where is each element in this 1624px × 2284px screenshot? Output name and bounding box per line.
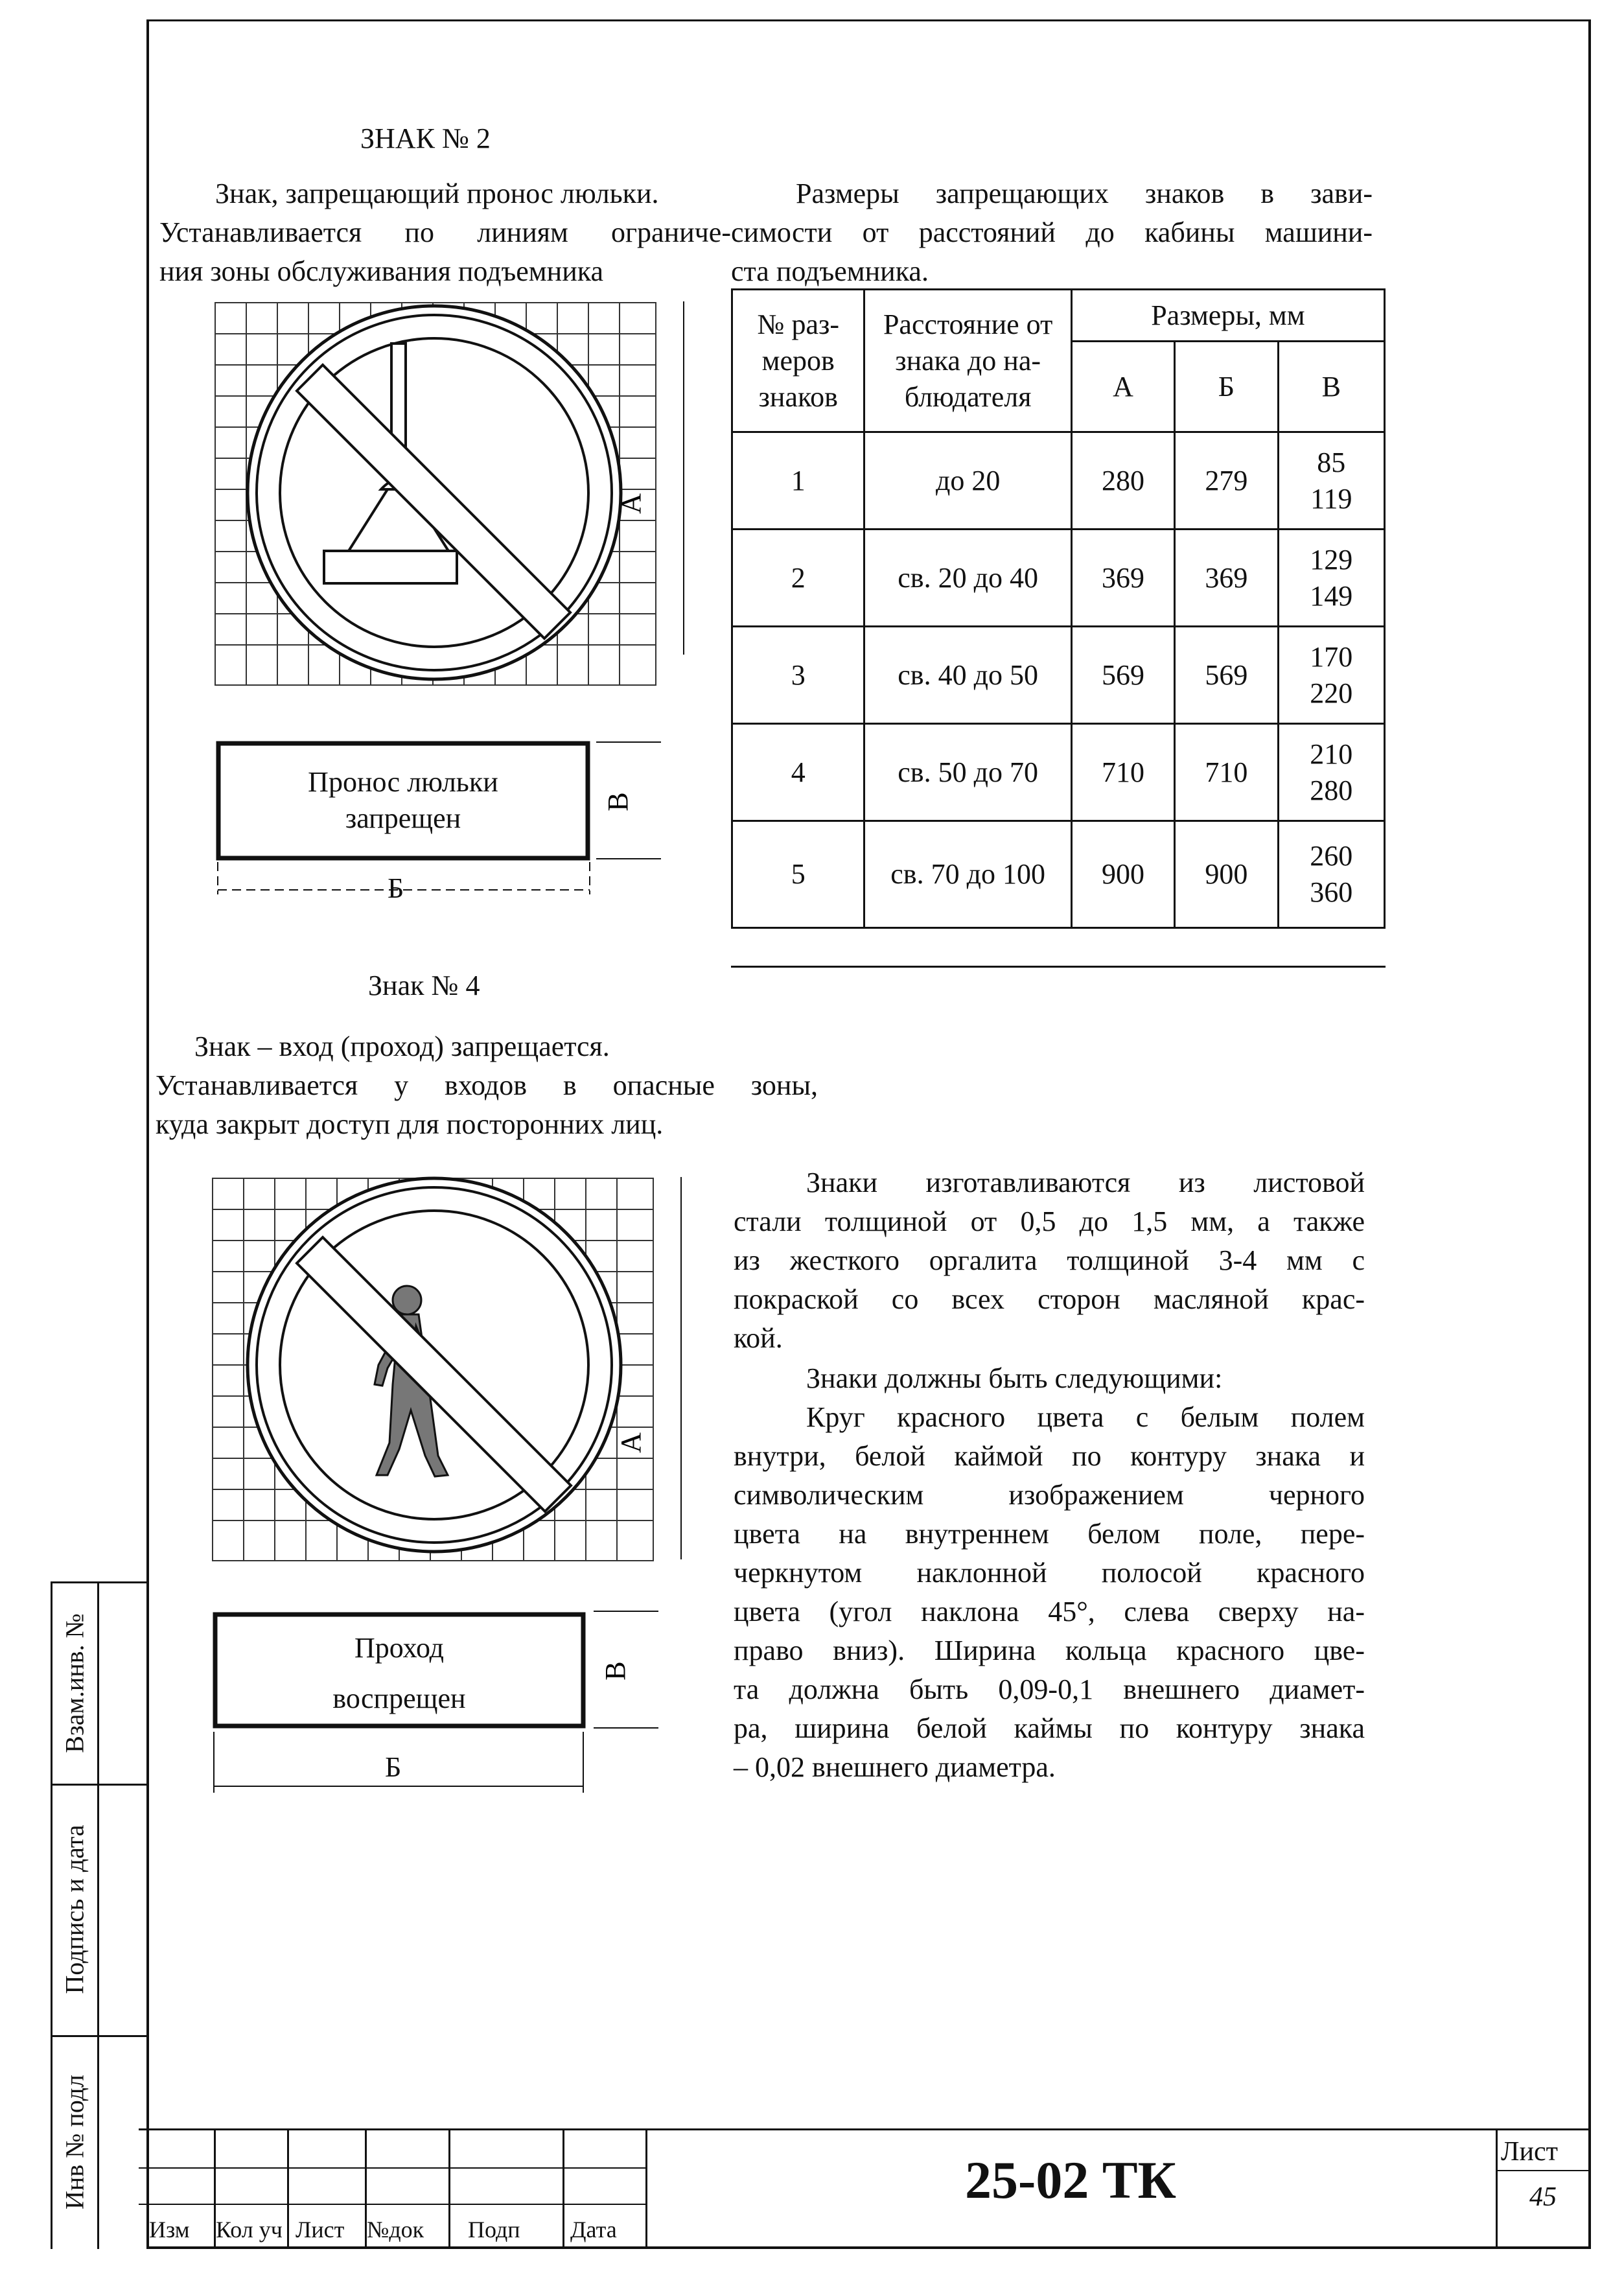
sheet-label: Лист: [1501, 2137, 1558, 2167]
frame-top: [146, 19, 1591, 21]
sign2-dim-b-label: Б: [388, 872, 404, 904]
header-v: В: [1278, 342, 1384, 432]
sign4-dim-b-label: Б: [385, 1751, 402, 1783]
frame-left: [146, 19, 149, 2249]
sign4-desc-2: Устанавливается у входов в опасные зоны,: [156, 1069, 818, 1101]
tb-v2: [287, 2128, 289, 2248]
sign2-desc-1: Знак, запрещающий пронос люльки.: [215, 178, 659, 209]
stamp-label-signature-date: Подпись и дата: [60, 1824, 89, 1994]
tb-col-izm: Изм: [149, 2217, 190, 2243]
stamp-sep-2: [51, 2035, 148, 2037]
body-line-8: внутри, белой каймой по контуру знака и: [734, 1440, 1365, 1472]
sizes-intro-2: симости от расстояний до кабины машини-: [731, 216, 1373, 248]
body-line-15: ра, ширина белой каймы по контуру знака: [734, 1712, 1365, 1744]
tb-col-list: Лист: [296, 2217, 345, 2243]
header-distance: Расстояние от знака до на- блюдателя: [864, 290, 1071, 432]
table-underline: [731, 966, 1386, 968]
body-line-16: – 0,02 внешнего диаметра.: [734, 1751, 1056, 1783]
sign2-desc-2: Устанавливается по линиям ограниче-: [159, 216, 731, 248]
sign4-title: Знак № 4: [368, 970, 480, 1001]
header-b: Б: [1175, 342, 1278, 432]
sign2-desc-3: ния зоны обслуживания подъемника: [159, 255, 603, 287]
sign2-plate-line-2: запрещен: [345, 802, 461, 834]
table-row: 5 св. 70 до 100 900 900 260 360: [732, 821, 1385, 928]
sign4-desc-1: Знак – вход (проход) запрещается.: [194, 1031, 610, 1062]
body-line-11: черкнутом наклонной полосой красного: [734, 1557, 1365, 1589]
body-line-7: Круг красного цвета с белым полем: [806, 1401, 1365, 1433]
body-line-3: из жесткого оргалита толщиной 3-4 мм с: [734, 1244, 1365, 1276]
header-dimensions: Размеры, мм: [1071, 290, 1384, 342]
sign2-title: ЗНАК № 2: [360, 122, 491, 154]
sizes-intro-3: ста подъемника.: [731, 255, 929, 287]
table-row: 1 до 20 280 279 85 119: [732, 432, 1385, 530]
table-row: 2 св. 20 до 40 369 369 129 149: [732, 530, 1385, 627]
sheet-number: 45: [1529, 2182, 1557, 2212]
stamp-mid: [97, 1581, 99, 2249]
header-num: № раз- меров знаков: [732, 290, 864, 432]
body-line-1: Знаки изготавливаются из листовой: [806, 1167, 1365, 1198]
body-line-6: Знаки должны быть следующими:: [806, 1362, 1223, 1394]
body-line-4: покраской со всех сторон масляной крас-: [734, 1283, 1365, 1315]
sign4-dim-v-label: В: [599, 1661, 631, 1681]
tb-col-kol: Кол уч: [216, 2217, 283, 2243]
sign4-dim-a-label: А: [615, 1432, 647, 1453]
sign4-plate-line-1: Проход: [354, 1632, 445, 1664]
document-code: 25-02 ТК: [965, 2150, 1176, 2209]
tb-top: [139, 2128, 1591, 2130]
table-row: 3 св. 40 до 50 569 569 170 220: [732, 627, 1385, 724]
sign4-plate-line-2: воспрещен: [332, 1683, 466, 1714]
tb-v4: [448, 2128, 450, 2248]
sign2-dim-a-label: А: [615, 493, 647, 514]
sizes-table: [731, 288, 1386, 929]
body-line-5: кой.: [734, 1322, 783, 1354]
sign4-desc-3: куда закрыт доступ для посторонних лиц.: [156, 1108, 664, 1140]
frame-bottom: [146, 2246, 1591, 2249]
stamp-sep-1: [51, 1784, 148, 1786]
body-line-2: стали толщиной от 0,5 до 1,5 мм, а также: [734, 1206, 1365, 1237]
tb-v7: [1496, 2128, 1498, 2248]
tb-col-doc: №док: [367, 2217, 424, 2243]
tb-col-podp: Подп: [468, 2217, 520, 2243]
stamp-top: [51, 1581, 148, 1583]
tb-sheet-sep: [1496, 2170, 1591, 2171]
body-line-12: цвета (угол наклона 45°, слева сверху на-: [734, 1596, 1365, 1627]
stamp-label-original-inv: Инв № подл: [60, 2075, 89, 2209]
body-line-14: та должна быть 0,09-0,1 внешнего диамет-: [734, 1673, 1365, 1705]
tb-col-data: Дата: [570, 2217, 617, 2243]
stamp-outer-left: [51, 1581, 52, 2249]
tb-v5: [563, 2128, 564, 2248]
table-row: 4 св. 50 до 70 710 710 210 280: [732, 724, 1385, 821]
sign2-plate-line-1: Пронос люльки: [308, 766, 498, 798]
body-line-10: цвета на внутреннем белом поле, пере-: [734, 1518, 1365, 1550]
sizes-intro-1: Размеры запрещающих знаков в зави-: [796, 178, 1373, 209]
stamp-label-replaced-inv: Взам.инв. №: [60, 1613, 89, 1753]
header-a: А: [1071, 342, 1174, 432]
body-line-9: символическим изображением черного: [734, 1479, 1365, 1511]
body-line-13: право вниз). Ширина кольца красного цве-: [734, 1635, 1365, 1666]
frame-right: [1588, 19, 1591, 2249]
sign2-dim-v-label: В: [602, 792, 634, 811]
